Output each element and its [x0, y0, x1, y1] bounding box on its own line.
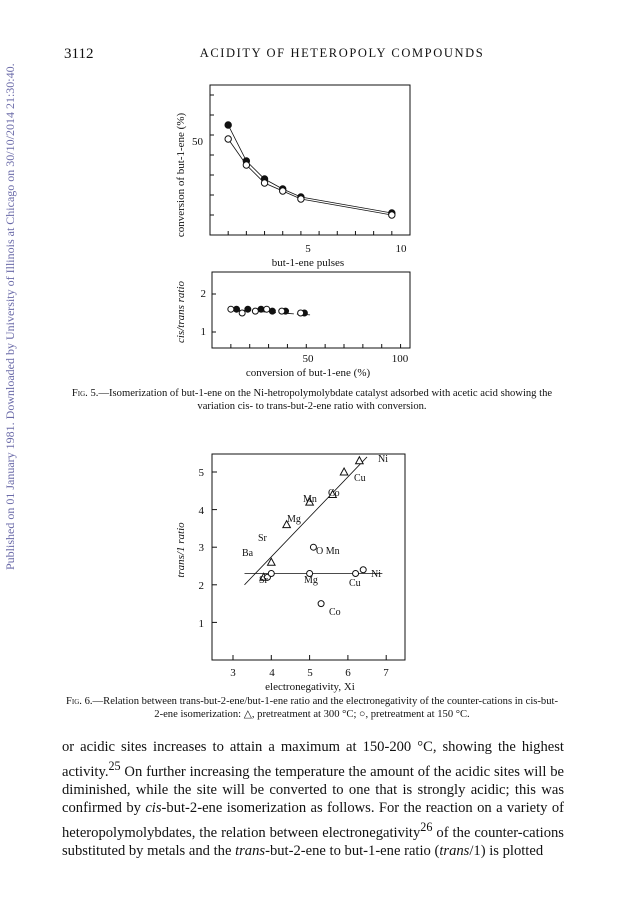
figure6-ytick-1: 1	[198, 618, 204, 630]
figure6-ytick-4: 4	[198, 505, 204, 517]
figure6-caption-text: —Relation between trans-but-2-ene/but-1-ene ratio and the electronegativity of the counter-cations in cis-but-2-ene isomerization: △, pretreatment at 300 °C; ○, pretreatment at 150 °C.	[92, 696, 558, 720]
circle-point	[353, 571, 359, 577]
open-circle-point	[264, 306, 270, 312]
download-stamp-text: Published on 01 January 1981. Downloaded by University of Illinois at Chicago on 30/10/2014 21:30:40.	[3, 63, 17, 570]
figure6-ytick-5: 5	[198, 467, 204, 479]
label-ni-triangle: Ni	[378, 454, 388, 465]
label-cu-circle: Cu	[349, 578, 361, 589]
label-ba: Ba	[242, 548, 254, 559]
figure6-caption	[62, 695, 562, 721]
filled-circle-point	[225, 122, 231, 128]
filled-circle-point	[234, 306, 240, 312]
open-circle-point	[252, 308, 258, 314]
running-title: ACIDITY OF HETEROPOLY COMPOUNDS	[199, 46, 485, 60]
figure5-caption	[62, 387, 562, 413]
triangle-point	[356, 457, 364, 464]
open-circle-point	[228, 306, 234, 312]
figure5-bottom-xtick-100: 100	[391, 353, 409, 365]
figure6-ytick-3: 3	[198, 542, 204, 554]
label-mn-triangle: Mn	[303, 494, 317, 505]
page-number: 3112	[64, 46, 94, 62]
label-mg-circle: Mg	[304, 575, 318, 586]
download-stamp	[0, 0, 20, 911]
label-co-triangle: Co	[328, 488, 340, 499]
figure5-top-plot	[160, 80, 460, 270]
figure5-caption-lead: Fig. 5.	[71, 388, 99, 399]
figure6-xtick-5: 5	[307, 667, 313, 679]
figure6-xtick-4: 4	[269, 667, 275, 679]
series-open-line	[228, 139, 392, 215]
figure6-xtick-3: 3	[230, 667, 236, 679]
figure5-bottom-xlabel: conversion of but-1-ene (%)	[245, 367, 371, 378]
filled-circle-point	[269, 308, 275, 314]
figure5-bottom-ytick-1: 1	[200, 326, 206, 338]
label-sr-triangle: Sr	[258, 533, 267, 544]
figure5-top-ytick: 50	[192, 136, 203, 148]
label-co-circle: Co	[329, 607, 341, 618]
series-filled-line	[228, 125, 392, 213]
figure6-frame	[212, 454, 405, 660]
figure6-ylabel: trans/1 ratio	[175, 522, 187, 578]
label-sr-circle: Sr	[259, 575, 268, 586]
label-ni-circle: Ni	[371, 569, 381, 580]
open-circle-point	[261, 180, 267, 186]
label-mn-circle: O Mn	[316, 546, 340, 557]
open-circle-point	[389, 212, 395, 218]
figure5-top-frame	[210, 85, 410, 235]
open-circle-point	[280, 188, 286, 194]
filled-circle-point	[245, 306, 251, 312]
circle-point	[268, 571, 274, 577]
open-circle-point	[279, 308, 285, 314]
circle-point	[360, 567, 366, 573]
figure5-top-xlabel: but-1-ene pulses	[271, 257, 345, 269]
figure5-caption-text: —Isomerization of but-1-ene on the Ni-hetropolymolybdate catalyst adsorbed with acetic acid showing the variation cis- to trans-but-2-ene ratio with conversion.	[98, 388, 553, 412]
figure5-top-ylabel: conversion of but-1-ene (%)	[175, 112, 187, 238]
open-circle-point	[298, 196, 304, 202]
open-circle-point	[298, 310, 304, 316]
triangle-point	[340, 468, 348, 475]
figure5-bottom-plot	[160, 268, 460, 378]
open-circle-point	[239, 310, 245, 316]
figure5-top-xtick-5: 5	[305, 243, 311, 255]
open-circle-point	[225, 136, 231, 142]
figure6-xlabel: electronegativity, Xi	[265, 681, 355, 693]
figure6-ytick-2: 2	[198, 580, 204, 592]
figure6-caption-lead: Fig. 6.	[66, 696, 93, 707]
figure5-bottom-ylabel: cis/trans ratio	[175, 280, 187, 344]
figure6-xtick-6: 6	[345, 667, 351, 679]
figure6-plot	[160, 450, 460, 695]
label-mg-triangle: Mg	[287, 514, 301, 525]
figure5-top-xtick-10: 10	[395, 243, 407, 255]
figure6-xtick-7: 7	[383, 667, 389, 679]
label-cu-triangle: Cu	[354, 473, 366, 484]
circle-point	[318, 601, 324, 607]
figure5-bottom-xtick-50: 50	[302, 353, 314, 365]
triangle-trend-line	[244, 457, 367, 585]
open-circle-point	[243, 162, 249, 168]
body-paragraph: or acidic sites increases to attain a maximum at 150-200 °C, showing the highest activity.$^{25}$ On further increasing the temperature the amount of the acidic sites will be diminished, while the site will be converted to one that is strongly acidic; this was confirmed by cis-but-2-ene isomerization as follows. For the reaction on a variety of heteropolymolybdates, the relation between electronegativity$^{26}$ of the counter-cations substituted by metals and the trans-but-2-ene to but-1-ene ratio (trans/1) is plotted	[62, 739, 564, 860]
figure5-bottom-ytick-2: 2	[200, 288, 206, 300]
filled-circle-point	[258, 306, 264, 312]
